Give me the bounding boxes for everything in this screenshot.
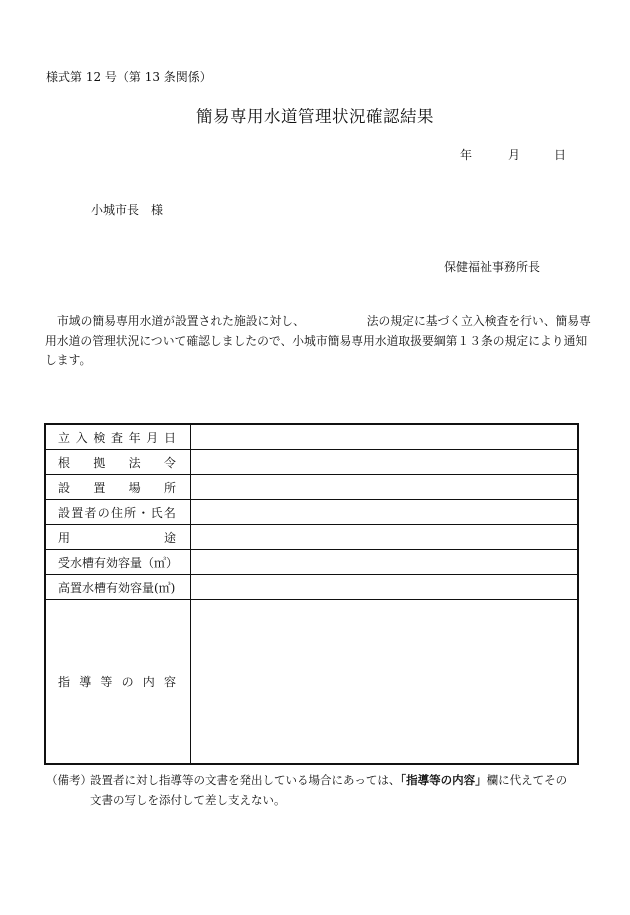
inspection-result-table (44, 423, 579, 765)
label-char: 場 (128, 480, 141, 495)
body-paragraph-part2: 法の規定に基づく立入検査を行い、簡易専用水道の管理状況について確認しましたので、小城市簡易専用水道取扱要綱第１３条の規定により通知します。 (45, 314, 591, 368)
row-label-text (58, 504, 176, 521)
row-label-text (58, 529, 176, 546)
row-label (45, 500, 191, 525)
label-char: 置 (71, 505, 84, 520)
label-char: 途 (163, 530, 176, 545)
label-char: 等 (100, 675, 113, 689)
table-row (45, 500, 578, 525)
row-label (45, 525, 191, 550)
row-label-text (58, 454, 176, 471)
row-label (45, 575, 191, 600)
table-row (45, 424, 578, 450)
label-char: 令 (163, 455, 176, 470)
body-paragraph (45, 312, 593, 371)
row-value-field[interactable] (191, 475, 579, 500)
label-char: 入 (75, 430, 88, 445)
row-label (45, 424, 191, 450)
row-label (45, 475, 191, 500)
guidance-label-text (58, 673, 176, 690)
addressee: 小城市長 様 (91, 203, 164, 217)
table-row (45, 575, 578, 600)
label-char: の (97, 505, 110, 520)
label-char: 年 (128, 430, 141, 445)
label-char: 査 (110, 430, 123, 445)
label-char: 導 (79, 675, 92, 689)
row-value-field[interactable] (191, 450, 579, 475)
label-char: 氏 (150, 505, 163, 520)
guidance-row (45, 600, 578, 765)
table-row (45, 475, 578, 500)
label-char: 置 (93, 480, 106, 495)
label-char: 住 (110, 505, 123, 520)
row-value-field[interactable] (191, 575, 579, 600)
label-char: 日 (163, 430, 176, 445)
guidance-label (45, 600, 191, 765)
remarks-text-2: 欄に代えてその (486, 773, 568, 787)
remarks-text-1: 設置者に対し指導等の文書を発出している場合にあっては、 (90, 773, 401, 787)
label-char: 検 (93, 430, 106, 445)
label-char: 拠 (93, 455, 106, 470)
label-char: 者 (84, 505, 97, 520)
label-char: 所 (163, 480, 176, 495)
row-label-text (58, 479, 176, 496)
row-label (45, 450, 191, 475)
label-char: 法 (128, 455, 141, 470)
label-char: 設 (58, 505, 71, 520)
row-value-field[interactable] (191, 500, 579, 525)
guidance-value-field[interactable] (191, 600, 579, 765)
table-row (45, 550, 578, 575)
label-char: 所 (124, 505, 137, 520)
remarks-note (46, 770, 606, 810)
row-value-field[interactable] (191, 424, 579, 450)
form-number: 様式第 12 号（第 13 条関係） (46, 70, 212, 84)
label-char: 内 (142, 675, 155, 689)
row-label-text (58, 429, 176, 446)
page-title: 簡易専用水道管理状況確認結果 (196, 107, 434, 126)
remarks-bold: 「指導等の内容」 (400, 773, 487, 787)
remarks-text-3: 文書の写しを添付して差し支えない。 (90, 793, 286, 807)
table-row (45, 450, 578, 475)
row-value-field[interactable] (191, 550, 579, 575)
label-char: 根 (58, 455, 71, 470)
row-value-field[interactable] (191, 525, 579, 550)
remarks-prefix: （備考） (46, 773, 92, 787)
label-char: 設 (58, 480, 71, 495)
date-day-label: 日 (554, 148, 567, 162)
row-label-text: 高置水槽有効容量(㎥) (58, 580, 176, 595)
row-label (45, 550, 191, 575)
label-char: ・ (137, 505, 150, 520)
label-char: 月 (146, 430, 159, 445)
date-year-label: 年 (460, 148, 473, 162)
label-char: 立 (58, 430, 71, 445)
table-row (45, 525, 578, 550)
body-paragraph-part1: 市域の簡易専用水道が設置された施設に対し、 (57, 314, 305, 328)
label-char: 容 (163, 675, 176, 689)
date-month-label: 月 (508, 148, 521, 162)
label-char: 用 (58, 530, 71, 545)
label-char: の (121, 675, 134, 689)
label-char: 名 (163, 505, 176, 520)
sender: 保健福祉事務所長 (444, 260, 541, 274)
label-char: 指 (58, 675, 71, 689)
row-label-text: 受水槽有効容量（㎥） (58, 555, 179, 570)
